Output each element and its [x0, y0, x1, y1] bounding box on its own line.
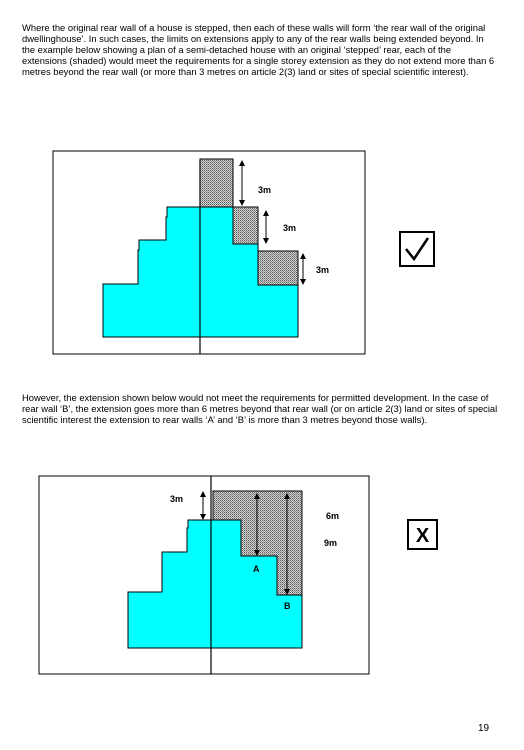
- dimension-label: 9m: [324, 538, 338, 548]
- diagram-2: [39, 476, 437, 674]
- wall-label-b: B: [284, 601, 291, 611]
- counter-paragraph: However, the extension shown below would not meet the requirements for permitted development. In the case of rear wall ‘B’, the extension goes more than 6 metres beyond that rear wall (or on article 2(3) land or sites of special scientific interest the extension to rear walls ‘A’ and ‘B’ is more than 3 metres beyond those walls).: [22, 392, 498, 426]
- tick-box: [400, 232, 434, 266]
- dimension-label: 3m: [316, 265, 330, 275]
- dimension-label: 6m: [326, 511, 340, 521]
- page-number: 19: [478, 723, 490, 734]
- cross-box: [408, 520, 437, 549]
- cross-icon: X: [415, 525, 430, 547]
- dimension-label: 3m: [283, 223, 297, 233]
- dimension-label: 3m: [170, 494, 184, 504]
- extension-shaded: [200, 159, 233, 207]
- diagram-1: [53, 151, 434, 354]
- intro-paragraph: Where the original rear wall of a house is stepped, then each of these walls will form ‘the rear wall of the original dwellinghouse’. In such cases, the limits on extensions apply to any of the rear walls being extended beyond. In the example below showing a plan of a semi-detached house with an original ‘stepped’ rear, each of the extensions (shaded) would meet the requirements for a single storey extension as they do not extend more than 6 metres beyond the rear wall (or more than 3 metres on article 2(3) land or sites of special scientific interest).: [22, 22, 495, 78]
- extension-shaded: [233, 207, 258, 244]
- extension-shaded: [258, 251, 298, 285]
- dimension-label: 3m: [258, 185, 272, 195]
- wall-label-a: A: [253, 564, 260, 574]
